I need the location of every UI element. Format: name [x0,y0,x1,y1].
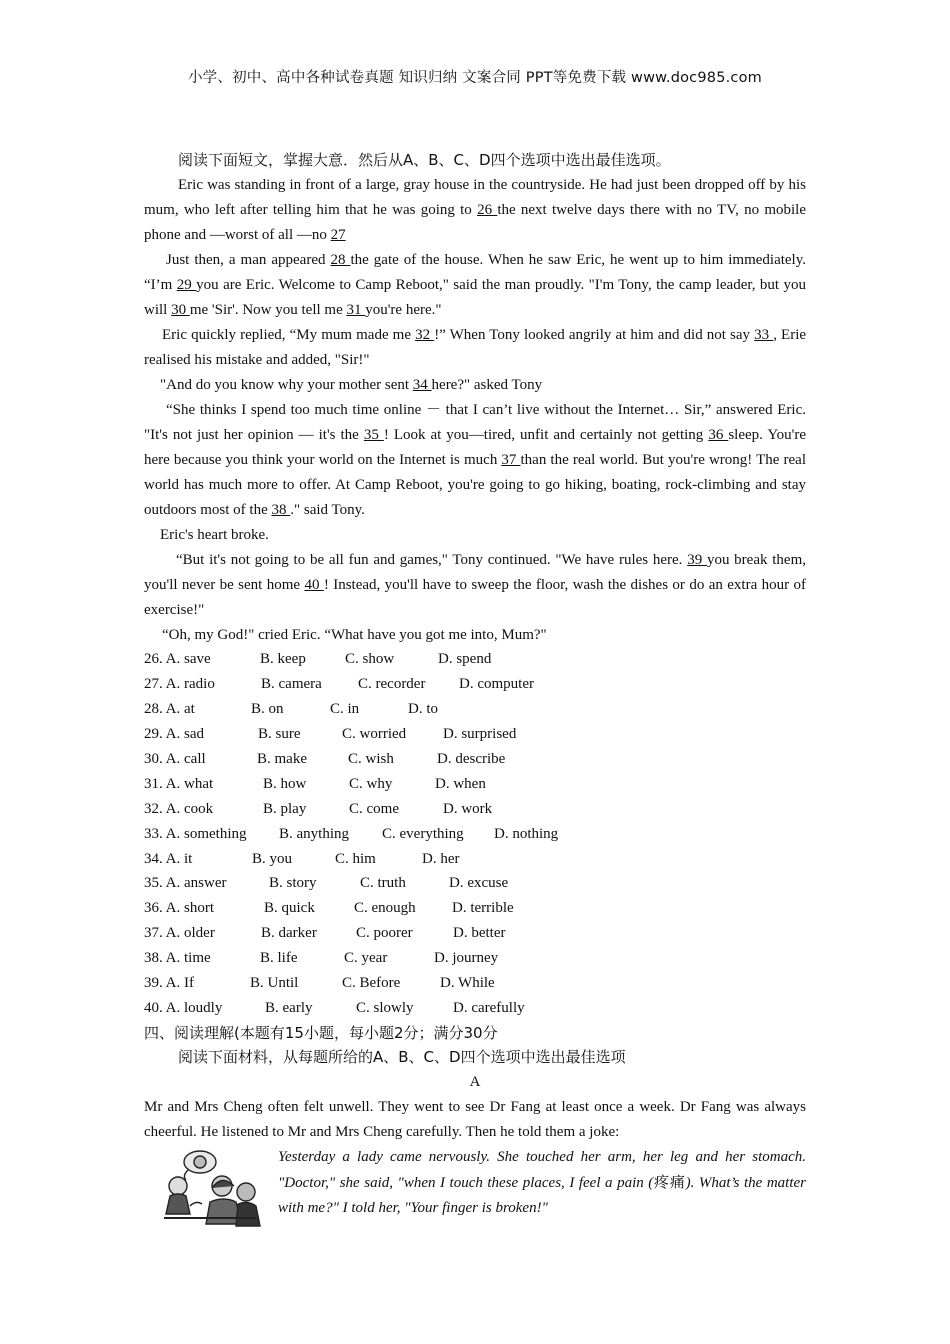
blank-26: 26 [477,202,498,218]
question-35: 35. A. answer B. story C. truth D. excuse [144,875,509,891]
blank-39: 39 [687,552,707,568]
doctor-cartoon-illustration [160,1148,264,1230]
reading-a-intro: Mr and Mrs Cheng often felt unwell. They went to see Dr Fang at least once a week. Dr Fang was always cheerful. He listened to Mr and Mrs Cheng carefully. Then he told them a joke: [144,1099,806,1140]
part-a-label: A [469,1074,481,1090]
blank-29: 29 [176,277,197,293]
passage-paragraph-7: “But it's not going to be all fun and games," Tony continued. "We have rules here. 39 you break them, you'll never be sent home 40 ! Instead, you'll have to sweep the floor, wash the dishes or do an extra hour of exercise!" [144,552,806,618]
question-32: 32. A. cook B. play C. come D. work [144,801,493,817]
blank-36: 36 [708,427,729,443]
question-37: 37. A. older B. darker C. poorer D. better [144,925,506,941]
question-40: 40. A. loudly B. early C. slowly D. carefully [144,1000,525,1016]
blank-28: 28 [330,252,351,268]
blank-40: 40 [304,577,324,593]
passage-paragraph-8: “Oh, my God!" cried Eric. “What have you got me into, Mum?" [162,627,547,643]
reading-instruction: 阅读下面材料，从每题所给的A、B、C、D四个选项中选出最佳选项 [178,1048,626,1066]
question-39: 39. A. If B. Until C. Before D. While [144,975,495,991]
passage-paragraph-2: Just then, a man appeared 28 the gate of the house. When he saw Eric, he went up to him immediately. “I’m 29 you are Eric. Welcome to Camp Reboot," said the man proudly. "I'm Tony, the camp leader, but you will 30 me 'Sir'. Now you tell me 31 you're here." [144,252,807,318]
question-29: 29. A. sad B. sure C. worried D. surprised [144,726,517,742]
blank-37: 37 [501,452,521,468]
blank-38: 38 [271,502,291,518]
question-31: 31. A. what B. how C. why D. when [144,776,486,792]
cloze-instruction: 阅读下面短文，掌握大意．然后从A、B、C、D四个选项中选出最佳选项。 [178,151,671,169]
passage-paragraph-5: “She thinks I spend too much time online － that I can’t live without the Internet… Sir,” answered Eric. "It's not just her opinion — it's the 35 ! Look at you—tired, unfit and certainly not getting 36 sleep. You're here because you think your world on the Internet is much 37 than the real world. But you're wrong! The real world has much more to offer. At Camp Reboot, you're going to go hiking, boating, rock-climbing and stay outdoors most of the 38 ." said Tony. [144,402,807,518]
passage-paragraph-3: Eric quickly replied, “My mum made me 32 !” When Tony looked angrily at him and did not say 33 , Erie realised his mistake and added, "Sir!" [144,327,807,368]
blank-35: 35 [363,427,384,443]
page-header: 小学、初中、高中各种试卷真题 知识归纳 文案合同 PPT等免费下载 www.doc985.com [187,70,763,86]
blank-33: 33 [754,327,774,343]
joke-text: Yesterday a lady came nervously. She touched her arm, her leg and her stomach. "Doctor," she said, "when I touch these places, I feel a pain (疼痛). What’s the matter with me?" I told her, "Your finger is broken!" [278,1149,806,1216]
question-26: 26. A. save B. keep C. show D. spend [144,651,492,667]
blank-31: 31 [346,302,366,318]
passage-paragraph-6: Eric's heart broke. [160,527,269,543]
question-34: 34. A. it B. you C. him D. her [144,851,460,867]
passage-paragraph-1: Eric was standing in front of a large, gray house in the countryside. He had just been dropped off by his mum, who left after telling him that he was going to 26 the next twelve days there with no TV, no mobile phone and —worst of all —no 27 [144,177,806,243]
section-4-title: 四、阅读理解(本题有15小题，每小题2分；满分30分 [144,1024,498,1042]
question-30: 30. A. call B. make C. wish D. describe [144,751,506,767]
blank-34: 34 [412,377,432,393]
question-36: 36. A. short B. quick C. enough D. terrible [144,900,514,916]
question-38: 38. A. time B. life C. year D. journey [144,950,499,966]
question-28: 28. A. at B. on C. in D. to [144,701,438,717]
blank-30: 30 [171,302,190,318]
question-27: 27. A. radio B. camera C. recorder D. computer [144,676,534,692]
question-33: 33. A. something B. anything C. everything D. nothing [144,826,559,842]
blank-27: 27 [330,227,346,243]
blank-32: 32 [415,327,435,343]
passage-paragraph-4: "And do you know why your mother sent 34 here?" asked Tony [160,377,543,393]
